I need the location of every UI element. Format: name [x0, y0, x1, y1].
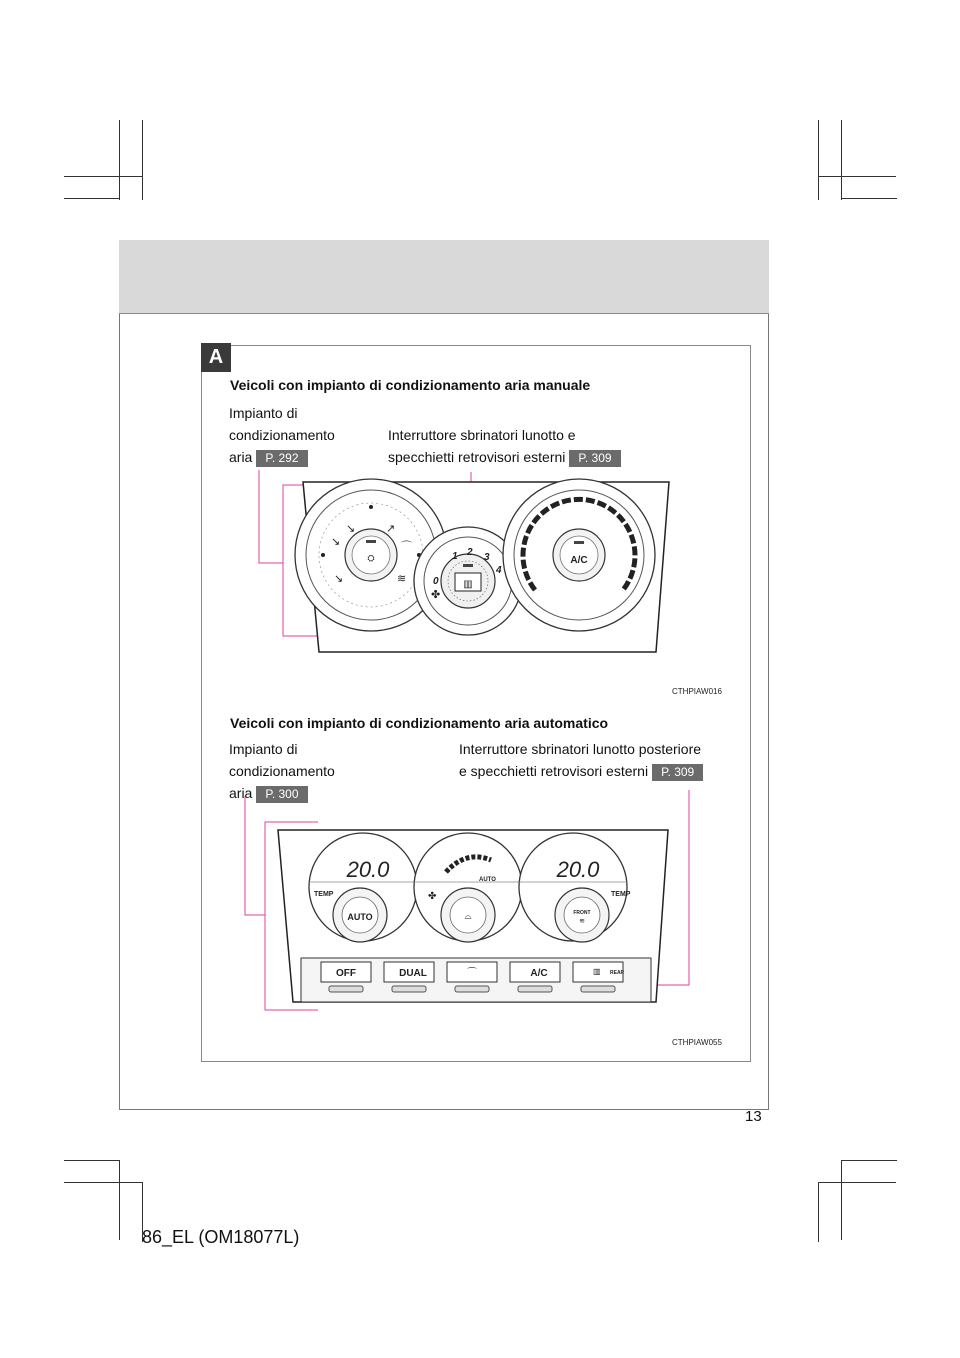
svg-text:⌒: ⌒ — [401, 541, 412, 553]
image-code: CTHPIAW016 — [672, 687, 722, 696]
image-code: CTHPIAW055 — [672, 1038, 722, 1047]
front-label: FRONT — [573, 910, 591, 916]
dual-button-label: DUAL — [399, 968, 427, 979]
manual-label-ac: Impianto di condizionamento aria P. 292 — [229, 405, 335, 465]
manual-control-panel-illustration — [201, 470, 751, 660]
svg-text:↗: ↗ — [386, 523, 396, 535]
left-temp-dial — [309, 833, 417, 942]
front-defrost-icon: ≋ — [579, 918, 585, 925]
page-reference[interactable]: P. 300 — [256, 786, 307, 803]
ac-button-label: A/C — [530, 968, 548, 979]
manual-section-title: Veicoli con impianto di condizionamento aria manuale — [230, 377, 591, 393]
recirculation-icon: ⌒ — [467, 968, 477, 979]
automatic-label-defroster: Interruttore sbrinatori lunotto posteriore e specchietti retrovisori esterni P. 309 — [459, 738, 703, 782]
page-reference[interactable]: P. 292 — [256, 450, 307, 467]
leader-line — [245, 796, 265, 915]
svg-text:▥: ▥ — [463, 579, 473, 590]
document-code: 86_EL (OM18077L) — [142, 1227, 300, 1247]
auto-knob-label: AUTO — [347, 912, 373, 922]
auto-mode-label: AUTO — [479, 877, 496, 883]
fan-speed-number: 3 — [484, 552, 490, 563]
fan-icon: ✤ — [431, 589, 441, 601]
svg-text:⛭: ⛭ — [367, 553, 375, 563]
svg-text:↘: ↘ — [331, 536, 341, 548]
svg-text:↘: ↘ — [334, 573, 344, 585]
automatic-label-ac: Impianto di condizionamento aria P. 300 — [229, 741, 335, 801]
fan-speed-number: 2 — [467, 547, 473, 558]
page-reference[interactable]: P. 309 — [652, 764, 703, 781]
section-badge: A — [201, 343, 231, 372]
ac-label: A/C — [570, 555, 588, 566]
header-band — [119, 240, 769, 314]
center-fan-dial — [414, 833, 522, 942]
temperature-display: 20.0 — [346, 857, 390, 882]
right-dial — [503, 479, 655, 631]
fan-speed-number: 1 — [452, 551, 458, 562]
automatic-control-panel-illustration — [201, 790, 751, 1020]
manual-label-defroster: Interruttore sbrinatori lunotto e specchietti retrovisori esterni P. 309 — [388, 424, 621, 468]
off-button-label: OFF — [336, 968, 356, 979]
leader-line — [259, 470, 283, 563]
temp-label: TEMP — [314, 891, 334, 898]
defrost-icon: ⌓ — [464, 911, 472, 921]
svg-text:≋: ≋ — [397, 573, 407, 585]
page-reference[interactable]: P. 309 — [569, 450, 620, 467]
automatic-section-title: Veicoli con impianto di condizionamento aria automatico — [230, 715, 609, 731]
fan-speed-number: 0 — [433, 576, 439, 587]
rear-defrost-icon: ▥ — [593, 967, 601, 976]
fan-icon: ✤ — [428, 891, 437, 902]
temperature-display: 20.0 — [556, 857, 600, 882]
page-number: 13 — [745, 1108, 762, 1125]
rear-button-label: REAR — [610, 970, 625, 976]
temp-label: TEMP — [611, 891, 631, 898]
fan-speed-number: 4 — [496, 565, 502, 576]
svg-text:↘: ↘ — [346, 523, 356, 535]
